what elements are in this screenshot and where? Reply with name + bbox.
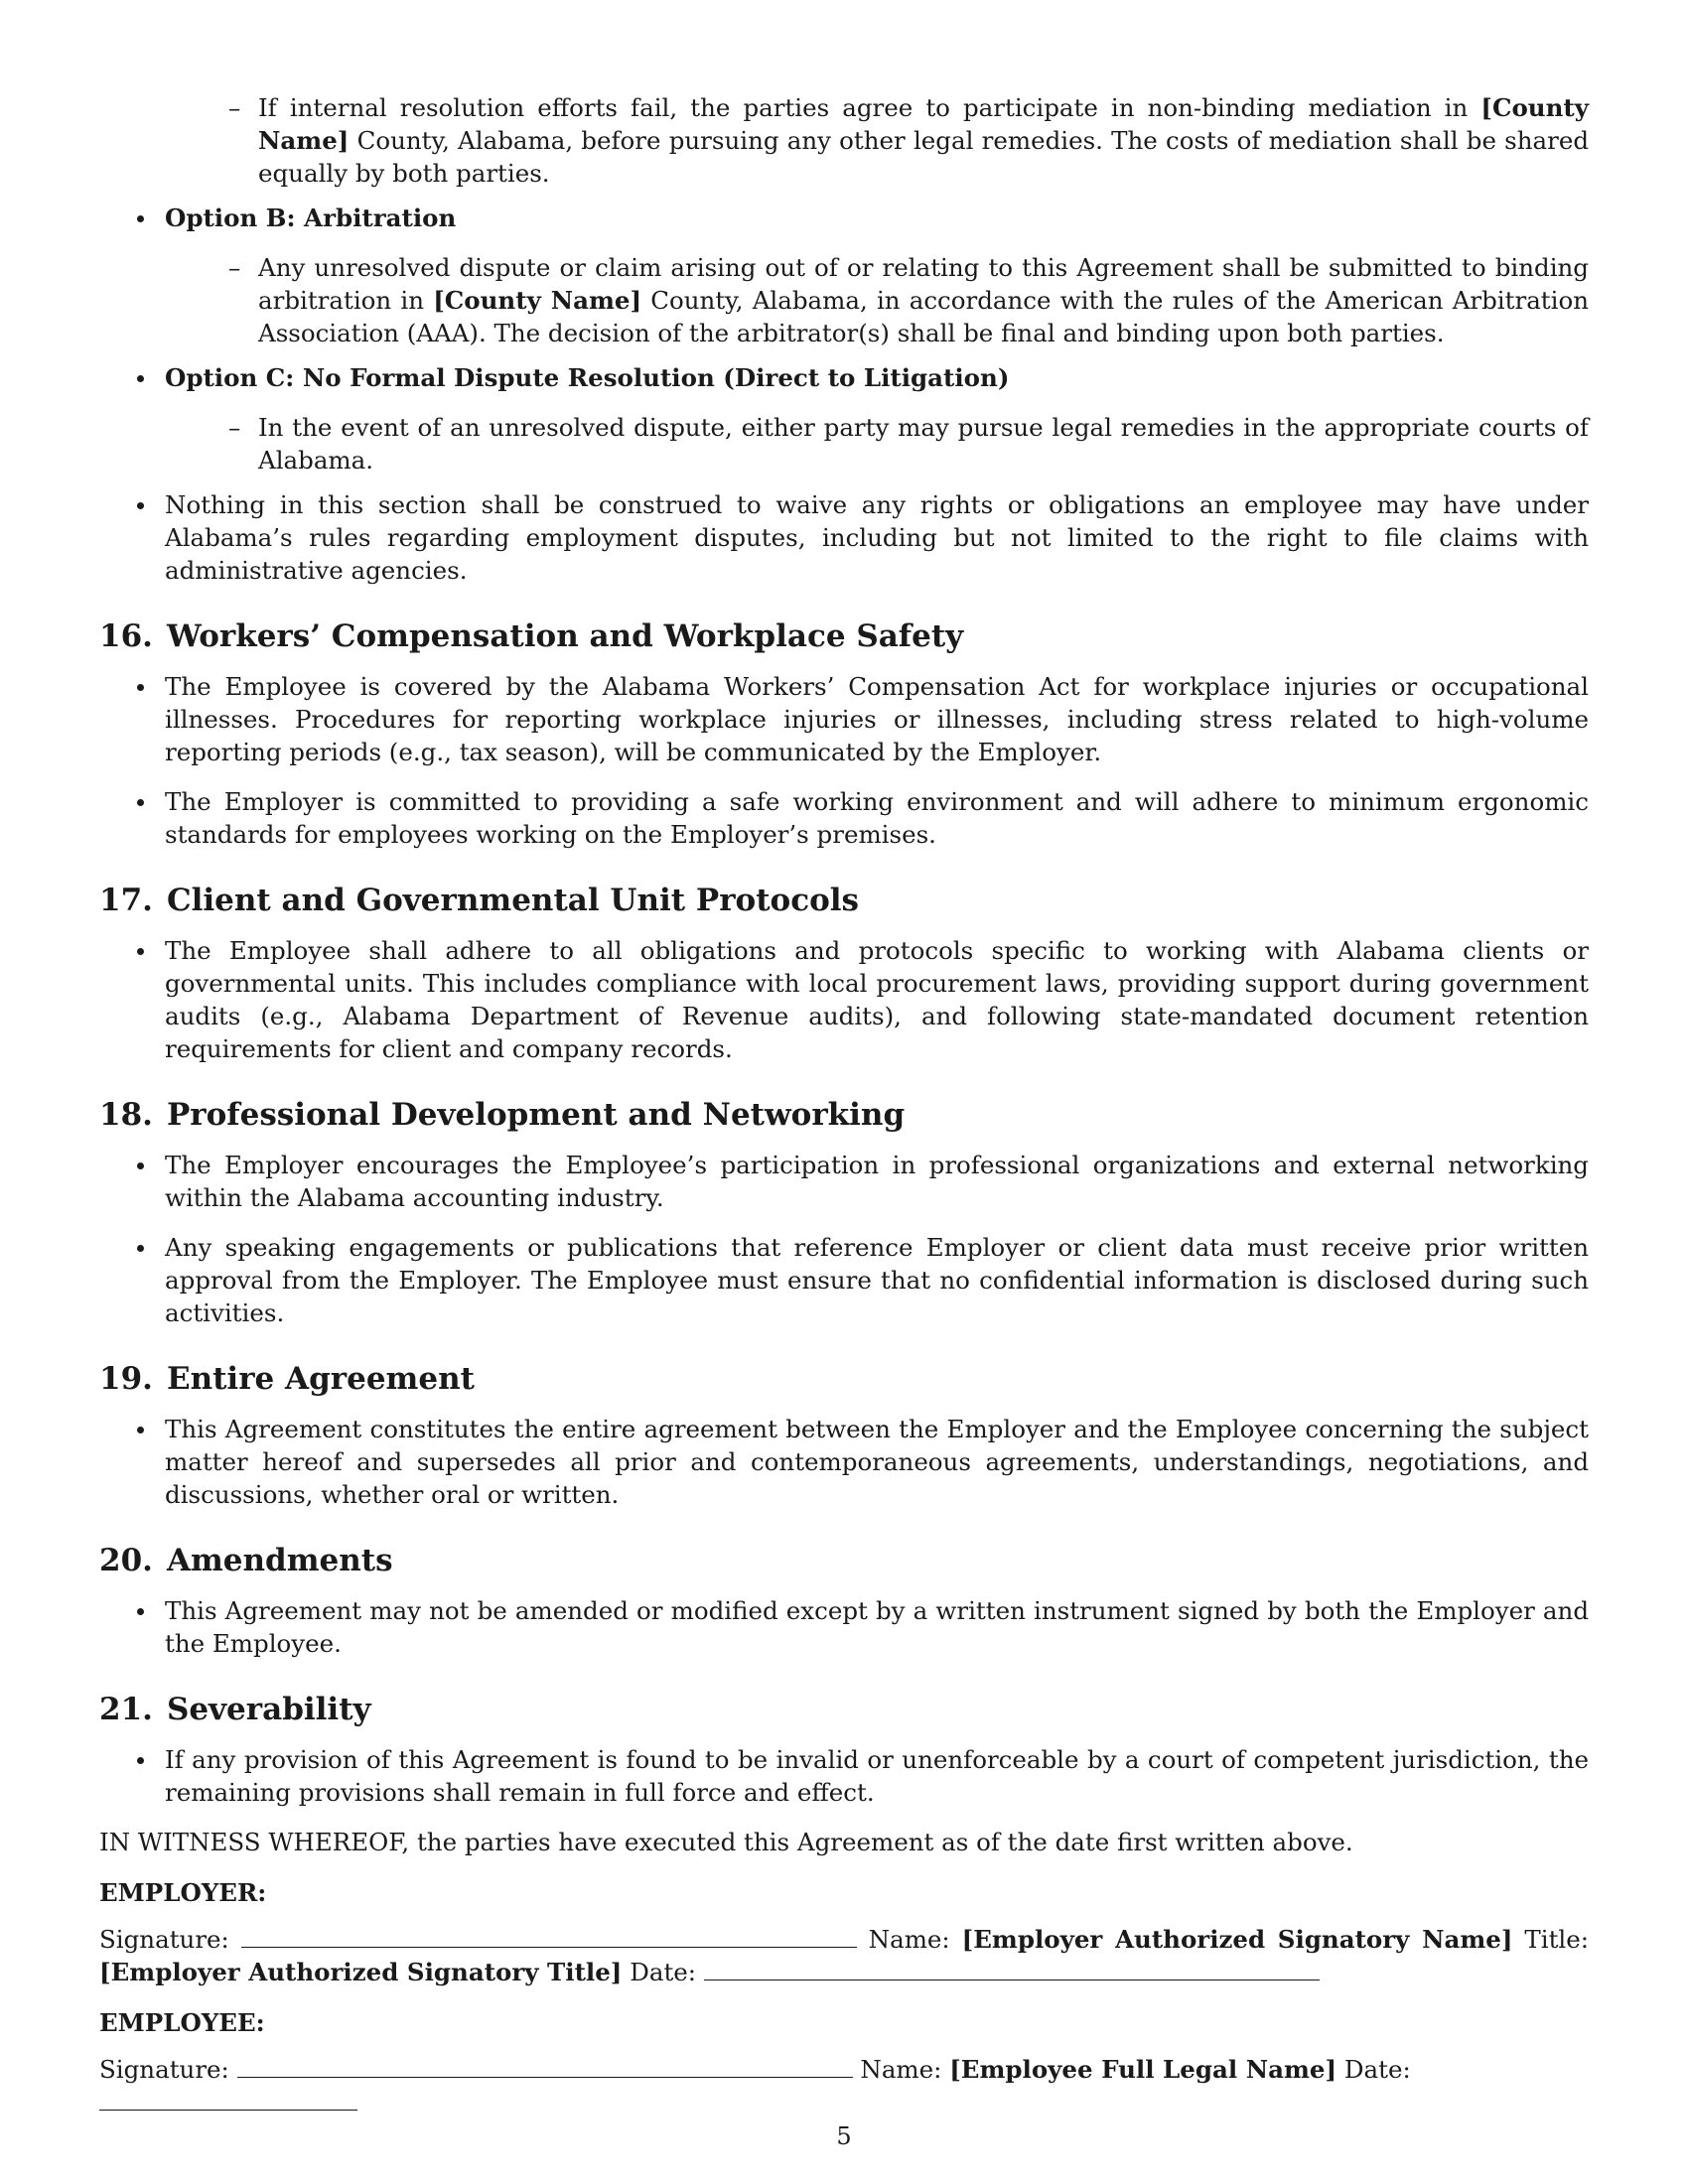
litigation-subitem [228,411,1589,477]
page-number: 5 [836,2122,852,2150]
bullet-marker [133,1413,165,1511]
list-item: The Employee is covered by the Alabama Workers’ Compensation Act for workplace injuries or occupational illnesses. Procedures for reporting workplace injuries or illnesses, including stress related to high-volume reporting periods (e.g., tax season), will be communicated by the Employer. [133,670,1589,768]
county-placeholder: [County Name] [258,93,1589,155]
bullet-marker [133,1594,165,1660]
section-heading-21: 21. Severability [99,1692,371,1727]
document-content [99,91,1589,2136]
mediation-text: If internal resolution efforts fail, the parties agree to participate in non-binding mediation in [County Name] County, Alabama, before pursuing any other legal remedies. The costs of mediation shall be shared equally by both parties. [258,93,1589,188]
bullet-marker [133,202,165,234]
employer-name-placeholder: [Employer Authorized Signatory Name] [961,1925,1513,1954]
employee-date-line[interactable] [99,2086,357,2111]
bullet-marker [133,670,165,768]
section-heading-20: 20. Amendments [99,1543,393,1578]
nothing-construed-text: Nothing in this section shall be construed to waive any rights or obligations an employee may have under Alabama’s rules regarding employment disputes, including but not limited to the right to file claims with administrative agencies. [165,490,1589,585]
witness-statement: IN WITNESS WHEREOF, the parties have executed this Agreement as of the date first written above. [99,1828,1353,1856]
option-c-title: Option C: No Formal Dispute Resolution (Direct to Litigation) [165,363,1010,392]
arbitration-subitem [228,251,1589,349]
section-heading-18: 18. Professional Development and Networking [99,1097,906,1133]
employer-heading: EMPLOYER: [99,1878,267,1907]
employee-signature-line[interactable] [237,2053,853,2078]
bullet-marker [133,934,165,1065]
nothing-construed-bullet [133,488,1589,587]
employer-title-placeholder: [Employer Authorized Signatory Title] [99,1958,623,1986]
list-item: Any speaking engagements or publications that reference Employer or client data must receive prior written approval from the Employer. The Employee must ensure that no confidential information is disclosed during such activities. [133,1231,1589,1329]
employer-date-line[interactable] [704,1956,1320,1980]
arbitration-text: Any unresolved dispute or claim arising out of or relating to this Agreement shall be submitted to binding arbitration in [County Name] County, Alabama, in accordance with the rules of the American Arbitration Association (AAA). The decision of the arbitrator(s) shall be final and binding upon both parties. [258,253,1590,347]
option-b-bullet [133,202,1589,234]
employer-signature-block: Signature: Name: [Employer Authorized Signatory Name] Title: [Employer Authorized Signatory Title] Date: [99,1925,1590,1986]
mediation-subitem [228,91,1589,190]
section-heading-17: 17. Client and Governmental Unit Protocols [99,883,859,918]
option-b-title: Option B: Arbitration [165,204,457,232]
list-item: The Employer is committed to providing a safe working environment and will adhere to minimum ergonomic standards for employees working on the Employer’s premises. [133,785,1589,851]
bullet-marker [133,785,165,851]
dash-marker: – [228,93,241,122]
list-item: If any provision of this Agreement is found to be invalid or unenforceable by a court of competent jurisdiction, the remaining provisions shall remain in full force and effect. [133,1743,1589,1809]
bullet-marker [133,488,165,587]
employee-signature-block: Signature: Name: [Employee Full Legal Name] Date: [99,2053,1589,2118]
employee-name-placeholder: [Employee Full Legal Name] [949,2055,1337,2084]
section-heading-19: 19. Entire Agreement [99,1361,475,1397]
litigation-text: In the event of an unresolved dispute, either party may pursue legal remedies in the appropriate courts of Alabama. [258,413,1589,475]
bullet-marker [133,1743,165,1809]
list-item: This Agreement may not be amended or modified except by a written instrument signed by both the Employer and the Employee. [133,1594,1589,1660]
bullet-marker [133,1149,165,1214]
list-item: The Employee shall adhere to all obligations and protocols specific to working with Alabama clients or governmental units. This includes compliance with local procurement laws, providing support during government audits (e.g., Alabama Department of Revenue audits), and following state-mandated document retention requirements for client and company records. [133,934,1589,1065]
dash-marker: – [228,253,241,282]
list-item: This Agreement constitutes the entire agreement between the Employer and the Employee concerning the subject matter hereof and supersedes all prior and contemporaneous agreements, understandings, negotiations, and discussions, whether oral or written. [133,1413,1589,1511]
bullet-marker [133,361,165,394]
county-placeholder: [County Name] [433,286,642,315]
employee-heading: EMPLOYEE: [99,2008,265,2037]
list-item: The Employer encourages the Employee’s participation in professional organizations and external networking within the Alabama accounting industry. [133,1149,1589,1214]
dash-marker: – [228,413,241,442]
employer-signature-line[interactable] [241,1923,857,1948]
option-c-bullet [133,361,1589,394]
section-heading-16: 16. Workers’ Compensation and Workplace Safety [99,618,964,654]
bullet-marker [133,1231,165,1329]
